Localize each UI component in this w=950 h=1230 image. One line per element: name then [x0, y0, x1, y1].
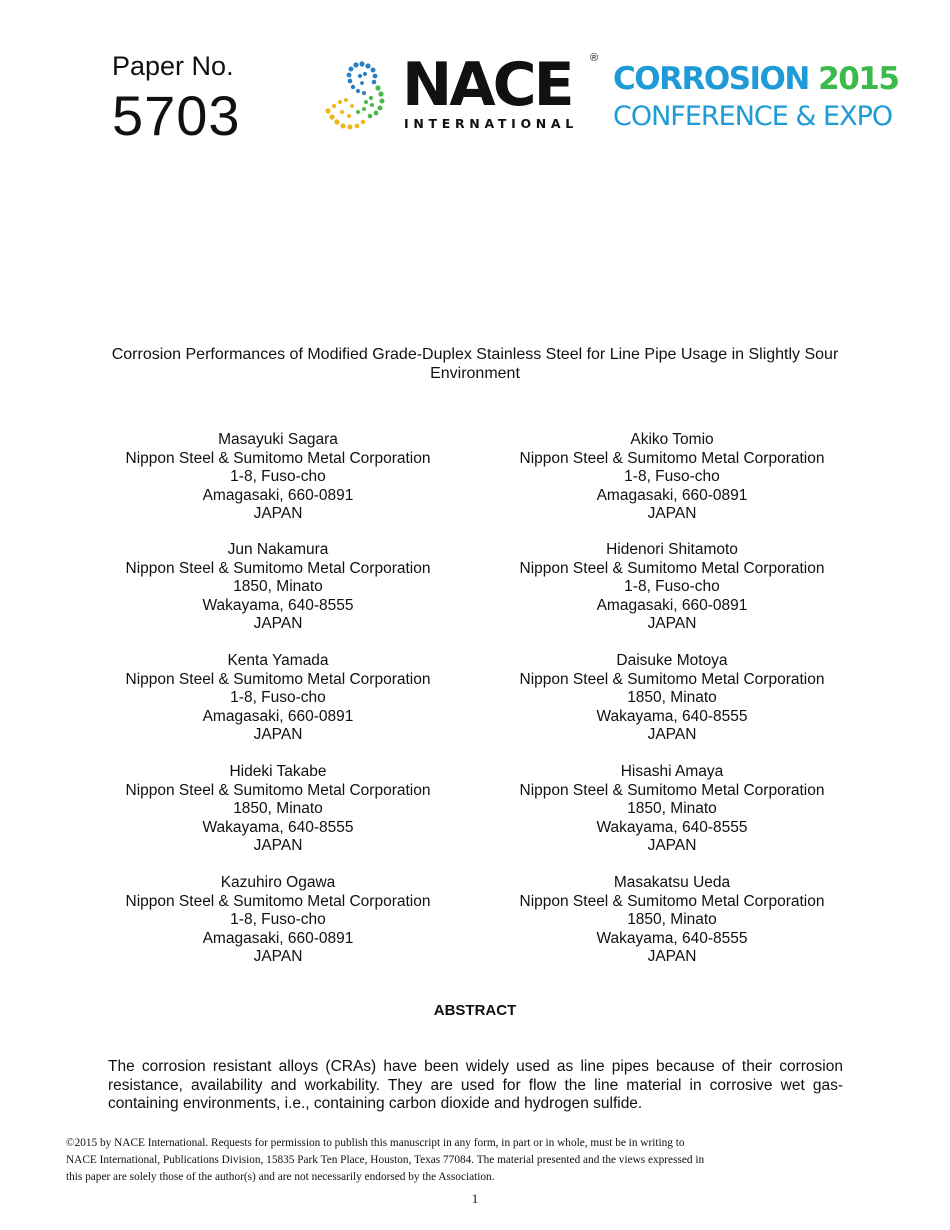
author-block — [108, 874, 448, 967]
author-street: 1-8, Fuso-cho — [624, 578, 720, 595]
author-country: JAPAN — [253, 505, 303, 522]
author-block — [502, 541, 842, 634]
page-number: 1 — [471, 1191, 479, 1206]
registered-mark: ® — [590, 52, 599, 64]
author-name: Kenta Yamada — [227, 652, 329, 669]
author-company: Nippon Steel & Sumitomo Metal Corporation — [519, 781, 825, 799]
author-city: Wakayama, 640-8555 — [202, 818, 354, 836]
author-company: Nippon Steel & Sumitomo Metal Corporation — [519, 559, 825, 577]
author-city: Wakayama, 640-8555 — [596, 707, 748, 725]
paper-title: Corrosion Performances of Modified Grade-Duplex Stainless Steel for Line Pipe Usage in Slightly Sour Environment — [111, 346, 839, 382]
paper-number-label: Paper No. — [112, 51, 234, 81]
author-city: Wakayama, 640-8555 — [202, 596, 354, 614]
author-street: 1-8, Fuso-cho — [230, 468, 326, 485]
author-company: Nippon Steel & Sumitomo Metal Corporation — [125, 781, 431, 799]
author-block — [108, 431, 448, 524]
copyright-line: ©2015 by NACE International. Requests for permission to publish this manuscript in any form, in part or in whole, must be in writing to — [66, 1137, 685, 1149]
author-name: Masayuki Sagara — [218, 431, 338, 448]
author-street: 1850, Minato — [627, 689, 717, 706]
author-street: 1-8, Fuso-cho — [230, 689, 326, 706]
author-name: Kazuhiro Ogawa — [220, 874, 336, 891]
author-country: JAPAN — [647, 615, 697, 632]
author-country: JAPAN — [253, 837, 303, 854]
paper-number-block — [112, 50, 241, 146]
author-company: Nippon Steel & Sumitomo Metal Corporation — [125, 670, 431, 688]
author-city: Wakayama, 640-8555 — [596, 818, 748, 836]
author-name: Daisuke Motoya — [616, 652, 728, 669]
conference-year: 2015 — [818, 61, 899, 97]
nace-logo-text: NACE — [402, 50, 572, 120]
author-street: 1850, Minato — [627, 911, 717, 928]
abstract-text: The corrosion resistant alloys (CRAs) have been widely used as line pipes because of their corrosion resistance, availability and workability. They are used for flow the line material in corrosive wet gas-containing environments, i.e., containing carbon dioxide and hydrogen sulfide. — [108, 1058, 843, 1112]
author-company: Nippon Steel & Sumitomo Metal Corporation — [125, 449, 431, 467]
author-street: 1850, Minato — [233, 800, 323, 817]
copyright-line: this paper are solely those of the author(s) and are not necessarily endorsed by the Association. — [66, 1171, 495, 1183]
author-country: JAPAN — [647, 505, 697, 522]
author-country: JAPAN — [647, 726, 697, 743]
author-city: Amagasaki, 660-0891 — [202, 486, 354, 504]
copyright-notice — [66, 1135, 786, 1186]
conference-word: CORROSION — [613, 61, 809, 97]
author-company: Nippon Steel & Sumitomo Metal Corporation — [519, 670, 825, 688]
abstract-heading: ABSTRACT — [433, 1002, 517, 1019]
author-company: Nippon Steel & Sumitomo Metal Corporation — [519, 449, 825, 467]
author-street: 1-8, Fuso-cho — [230, 911, 326, 928]
author-name: Masakatsu Ueda — [613, 874, 731, 891]
paper-number: 5703 — [112, 84, 241, 147]
author-block — [108, 652, 448, 745]
nace-international-text: INTERNATIONAL — [404, 116, 578, 131]
author-block — [502, 763, 842, 856]
author-country: JAPAN — [647, 837, 697, 854]
author-company: Nippon Steel & Sumitomo Metal Corporation — [125, 559, 431, 577]
author-city: Amagasaki, 660-0891 — [596, 596, 748, 614]
author-name: Hisashi Amaya — [620, 763, 724, 780]
author-country: JAPAN — [647, 948, 697, 965]
author-block — [502, 874, 842, 967]
conference-name — [613, 61, 898, 97]
copyright-line: NACE International, Publications Division, 15835 Park Ten Place, Houston, Texas 77084. The material presented and the views expressed in — [66, 1154, 705, 1166]
author-block — [108, 763, 448, 856]
author-city: Amagasaki, 660-0891 — [596, 486, 748, 504]
conference-subtitle: CONFERENCE & EXPO — [613, 101, 893, 132]
author-name: Hidenori Shitamoto — [606, 541, 738, 558]
author-block — [108, 541, 448, 634]
author-street: 1850, Minato — [627, 800, 717, 817]
author-city: Wakayama, 640-8555 — [596, 929, 748, 947]
author-street: 1-8, Fuso-cho — [624, 468, 720, 485]
author-street: 1850, Minato — [233, 578, 323, 595]
author-company: Nippon Steel & Sumitomo Metal Corporation — [125, 892, 431, 910]
author-name: Hideki Takabe — [229, 763, 327, 780]
author-block — [502, 652, 842, 745]
author-company: Nippon Steel & Sumitomo Metal Corporation — [519, 892, 825, 910]
author-name: Jun Nakamura — [227, 541, 329, 558]
author-country: JAPAN — [253, 948, 303, 965]
author-city: Amagasaki, 660-0891 — [202, 929, 354, 947]
author-block — [502, 431, 842, 524]
author-name: Akiko Tomio — [630, 431, 714, 448]
author-city: Amagasaki, 660-0891 — [202, 707, 354, 725]
author-country: JAPAN — [253, 726, 303, 743]
author-country: JAPAN — [253, 615, 303, 632]
